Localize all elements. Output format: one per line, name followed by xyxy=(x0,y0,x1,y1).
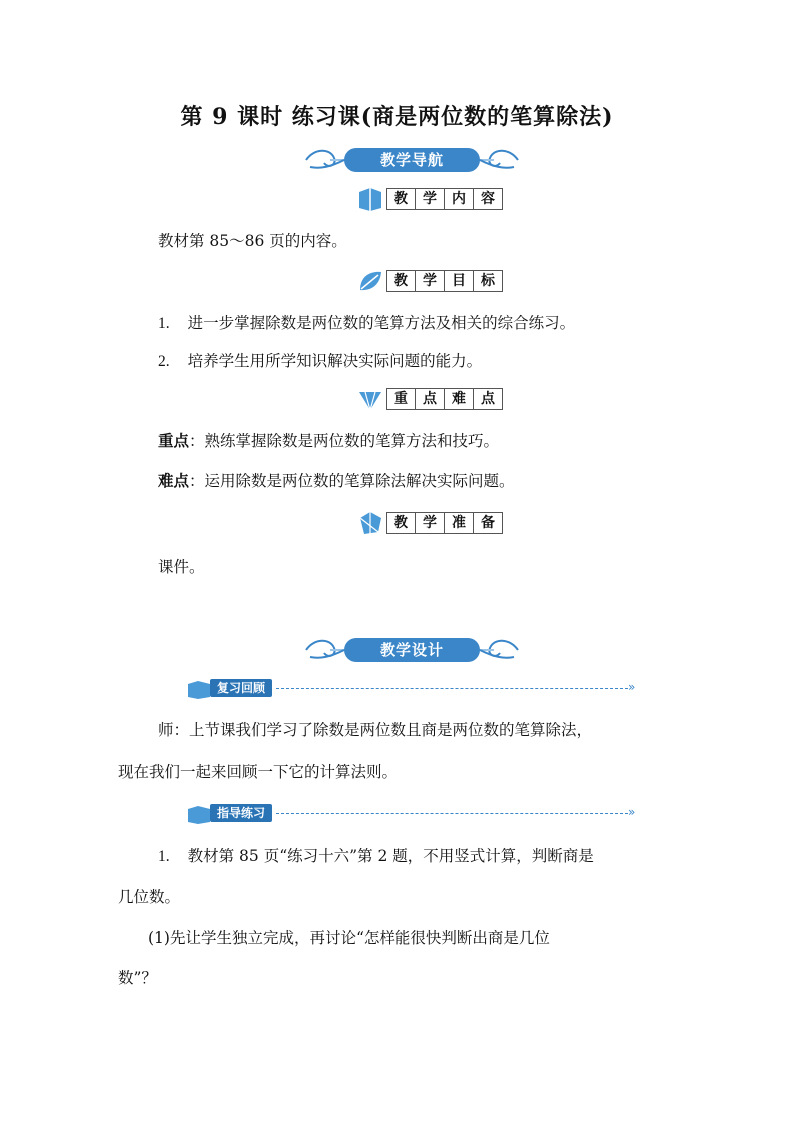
section-char: 教 xyxy=(386,270,415,292)
exercise-line xyxy=(158,845,594,868)
banner-teaching-design xyxy=(300,635,524,665)
section-char: 学 xyxy=(415,188,444,210)
gem-icon xyxy=(356,510,384,536)
difficult-label: 难点 xyxy=(158,471,190,490)
review-paragraph-line: 现在我们一起来回顾一下它的计算法则。 xyxy=(118,763,398,781)
dashed-divider xyxy=(276,813,628,814)
section-title xyxy=(386,388,503,410)
banner-label: 教学设计 xyxy=(379,641,444,659)
section-char: 难 xyxy=(444,388,473,410)
banner-label: 教学导航 xyxy=(379,151,444,169)
section-title xyxy=(386,270,503,292)
section-title xyxy=(386,188,503,210)
goal-text: 进一步掌握除数是两位数的笔算方法及相关的综合练习。 xyxy=(187,314,576,332)
goal-text: 培养学生用所学知识解决实际问题的能力。 xyxy=(187,352,483,370)
fan-icon xyxy=(356,386,384,412)
tag-label: 复习回顾 xyxy=(210,679,272,697)
section-char: 教 xyxy=(386,512,415,534)
prep-text: 课件。 xyxy=(158,558,205,576)
tag-label: 指导练习 xyxy=(210,804,272,822)
section-char: 学 xyxy=(415,512,444,534)
section-char: 内 xyxy=(444,188,473,210)
section-char: 目 xyxy=(444,270,473,292)
key-label: 重点 xyxy=(158,431,190,450)
exercise-number: 1. xyxy=(158,848,170,865)
review-paragraph-line: 师：上节课我们学习了除数是两位数且商是两位数的笔算除法， xyxy=(158,721,593,739)
section-char: 重 xyxy=(386,388,415,410)
difficult-text: ：运用除数是两位数的笔算除法解决实际问题。 xyxy=(189,472,515,490)
exercise-subline: 数”？ xyxy=(118,969,157,987)
key-point xyxy=(158,430,499,452)
goal-item xyxy=(158,312,575,335)
book-icon xyxy=(356,186,384,212)
section-char: 准 xyxy=(444,512,473,534)
book-icon xyxy=(186,803,212,825)
section-char: 教 xyxy=(386,188,415,210)
goal-item xyxy=(158,350,482,373)
tag-bar-guided xyxy=(186,803,646,825)
section-char: 点 xyxy=(415,388,444,410)
exercise-subline: (1)先让学生独立完成，再讨论“怎样能很快判断出商是几位 xyxy=(148,929,550,947)
book-icon xyxy=(186,678,212,700)
exercise-text: 教材第 85 页“练习十六”第 2 题，不用竖式计算，判断商是 xyxy=(187,847,594,865)
difficult-point xyxy=(158,470,515,492)
content-text: 教材第 85～86 页的内容。 xyxy=(158,232,347,250)
goal-number: 1. xyxy=(158,315,170,332)
section-char: 点 xyxy=(473,388,503,410)
section-title xyxy=(386,512,503,534)
double-chevron-icon: » xyxy=(628,805,636,819)
exercise-line: 几位数。 xyxy=(118,888,181,906)
section-char: 备 xyxy=(473,512,503,534)
page-title: 第 9 课时 练习课(商是两位数的笔算除法) xyxy=(180,104,614,130)
double-chevron-icon: » xyxy=(628,680,636,694)
leaf-icon xyxy=(356,268,384,294)
goal-number: 2. xyxy=(158,353,170,370)
section-char: 容 xyxy=(473,188,503,210)
dashed-divider xyxy=(276,688,628,689)
section-char: 学 xyxy=(415,270,444,292)
banner-teaching-nav xyxy=(300,145,524,175)
tag-bar-review xyxy=(186,678,646,700)
key-text: ：熟练掌握除数是两位数的笔算方法和技巧。 xyxy=(189,432,500,450)
section-char: 标 xyxy=(473,270,503,292)
